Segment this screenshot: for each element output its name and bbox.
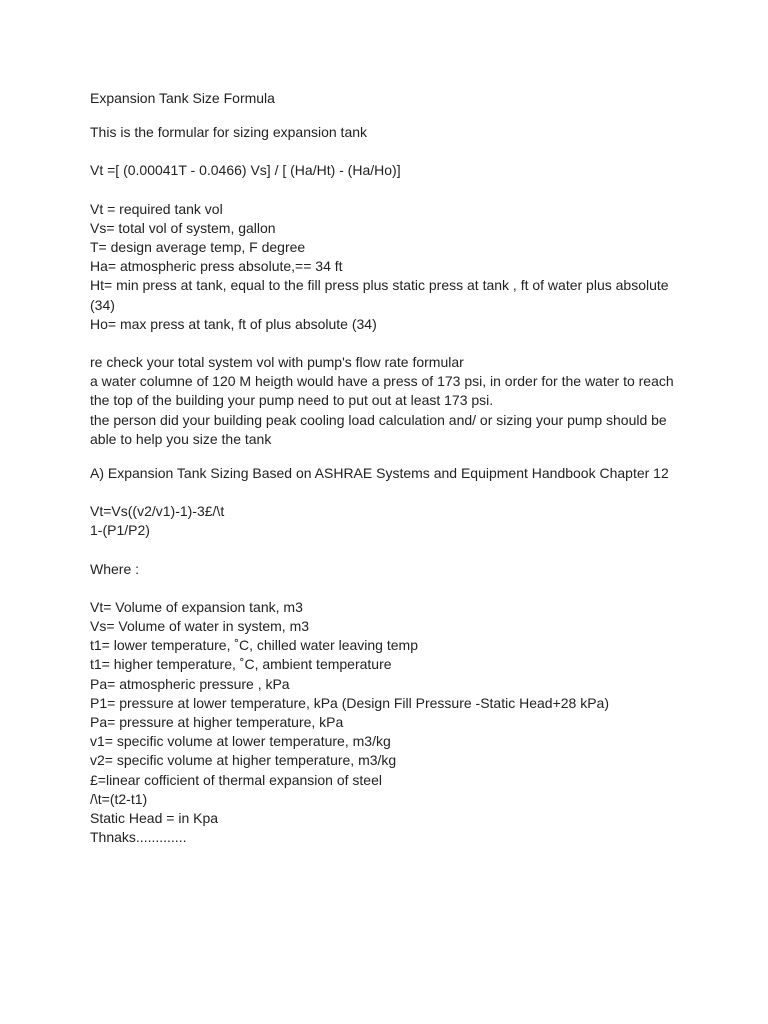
definition-line: Vt = required tank vol bbox=[90, 200, 223, 217]
note-line: re check your total system vol with pump's flow rate formular bbox=[90, 354, 464, 371]
formula-1: Vt =[ (0.00041T - 0.0466) Vs] / [ (Ha/Ht) - (Ha/Ho)] bbox=[90, 162, 401, 179]
definition-line: Pa= pressure at higher temperature, kPa bbox=[90, 714, 344, 731]
definition-line: Vs= Volume of water in system, m3 bbox=[90, 618, 310, 635]
definition-line: Ht= min press at tank, equal to the fill press plus static press at tank , ft of water plus absolute (34) bbox=[90, 277, 673, 313]
definition-line: T= design average temp, F degree bbox=[90, 239, 306, 256]
note-line: a water columne of 120 M heigth would have a press of 173 psi, in order for the water to reach the top of the building your pump need to put out at least 173 psi. bbox=[90, 373, 678, 409]
definition-line: Vs= total vol of system, gallon bbox=[90, 219, 276, 236]
definition-line: Ha= atmospheric press absolute,== 34 ft bbox=[90, 258, 343, 275]
formula-2-denominator: 1-(P1/P2) bbox=[90, 522, 150, 539]
definition-line: t1= lower temperature, ˚C, chilled water leaving temp bbox=[90, 637, 418, 654]
intro-text: This is the formular for sizing expansion tank bbox=[90, 124, 368, 141]
definition-line: P1= pressure at lower temperature, kPa (Design Fill Pressure -Static Head+28 kPa) bbox=[90, 694, 610, 711]
definition-line: v2= specific volume at higher temperature, m3/kg bbox=[90, 752, 397, 769]
where-label: Where : bbox=[90, 560, 140, 577]
definition-line: Ho= max press at tank, ft of plus absolute (34) bbox=[90, 315, 377, 332]
document-title: Expansion Tank Size Formula bbox=[90, 90, 275, 106]
document-body bbox=[90, 89, 690, 848]
closing-text: Thnaks............. bbox=[90, 829, 187, 846]
definition-line: /\t=(t2-t1) bbox=[90, 790, 148, 807]
definition-line: £=linear cofficient of thermal expansion of steel bbox=[90, 771, 382, 788]
definition-line: v1= specific volume at lower temperature, m3/kg bbox=[90, 733, 391, 750]
definition-line: Static Head = in Kpa bbox=[90, 810, 219, 827]
formula-2-numerator: Vt=Vs((v2/v1)-1)-3£/\t bbox=[90, 503, 225, 520]
section-heading: A) Expansion Tank Sizing Based on ASHRAE Systems and Equipment Handbook Chapter 12 bbox=[90, 465, 669, 482]
definition-line: Pa= atmospheric pressure , kPa bbox=[90, 675, 290, 692]
definition-line: t1= higher temperature, ˚C, ambient temperature bbox=[90, 656, 392, 673]
note-line: the person did your building peak cooling load calculation and/ or sizing your pump should be able to help you size the tank bbox=[90, 411, 671, 447]
definition-line: Vt= Volume of expansion tank, m3 bbox=[90, 598, 303, 615]
